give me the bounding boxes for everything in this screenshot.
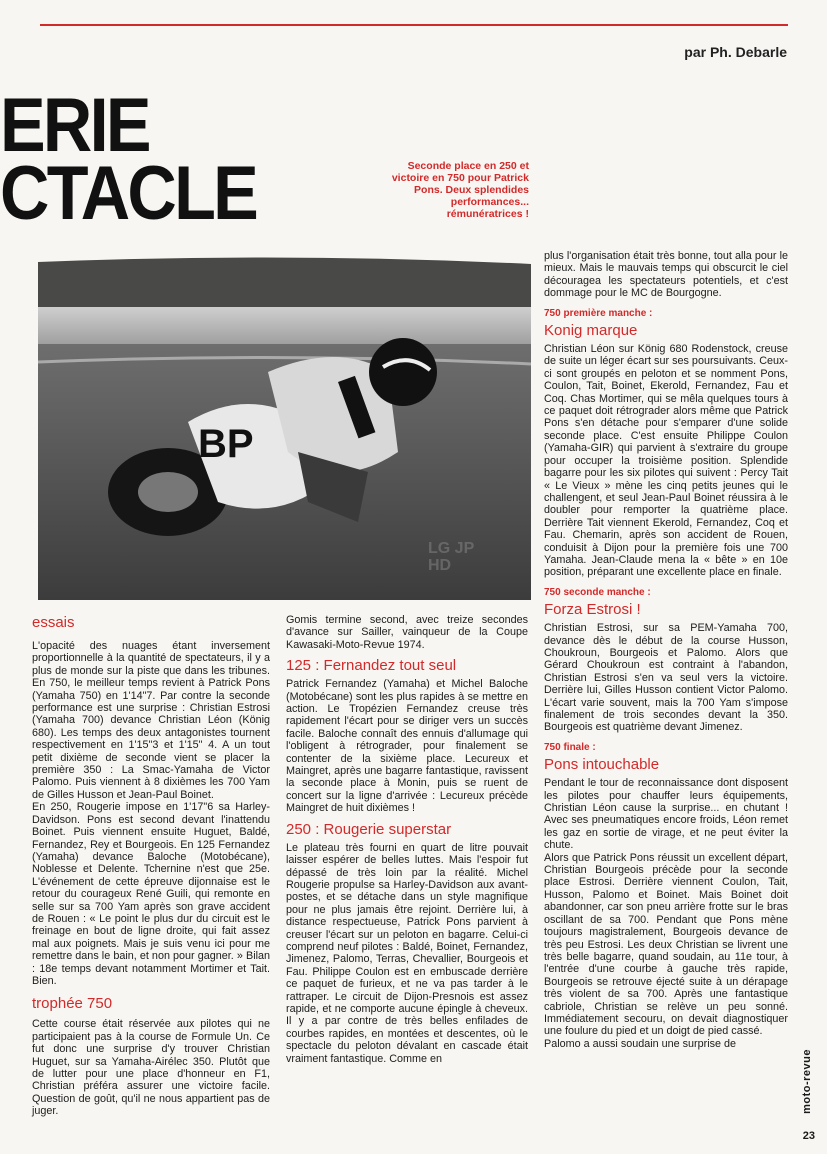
watermark-logo: LG JP HD	[428, 540, 474, 574]
section-heading-pons: Pons intouchable	[544, 756, 660, 774]
svg-text:BP: BP	[198, 422, 254, 466]
page-number: 23	[802, 1130, 815, 1142]
kicker: Seconde place en 250 et victoire en 750 pour Patrick Pons. Deux splendides performances... rémunératrices !	[391, 160, 529, 220]
headline-line-2: CTACLE	[0, 151, 257, 236]
top-red-rule	[40, 24, 788, 26]
paragraph-125: Patrick Fernandez (Yamaha) et Michel Baloche (Motobécane) sont les plus rapides à se mettre en action. Le Tropézien Fernandez creuse très rapidement l'écart pour se diriger vers un succès facile. Baloche connaît des ennuis d'allumage qui l'obligent à rétrograder, pour finalement se contenter de la sixième place. Lecureux et Maingret, après une bagarre fantastique, ravissent la seconde place à Monin, puis se ruent de concert sur la ligne d'arrivée : Lecureux précède Maingret de huit dixièmes !	[286, 678, 528, 815]
column-1	[32, 614, 270, 1118]
paragraph-gomis: Gomis termine second, avec treize secondes d'avance sur Sailler, vainqueur de la Coupe Kawasaki-Moto-Revue 1974.	[286, 614, 528, 651]
paragraph-250-race: Le plateau très fourni en quart de litre pouvait laisser espérer de belles luttes. Mais l'espoir fut dépassé de très loin par la réalité. Michel Rougerie propulse sa Harley-Davidson aux avant-postes, et se détache dans un style magnifique pour ne plus jamais être rejoint. Derrière lui, à distance respectueuse, Patrick Pons parvient à creuser l'écart sur un peloton en bagarre. Celui-ci comprend neuf pilotes : Baldé, Boinet, Fernandez, Jimenez, Palomo, Terras, Chevallier, Bourgeois et Fau. Philippe Coulon est en embuscade derrière ce paquet de furieux, et ne va pas tarder à le rattraper. Le circuit de Dijon-Presnois est assez rapide, et ne comporte aucune épingle à cheveux. Il y a par contre de très belles enfilades de courbes rapides, en montées et descentes, où le spectacle du peloton dévalant en cascade était vraiment fantastique. Comme en	[286, 841, 528, 1065]
headline-line-1: ERIE	[0, 83, 149, 168]
section-heading-trophee: trophée 750	[32, 995, 113, 1013]
byline: par Ph. Debarle	[684, 44, 787, 60]
section-heading-estrosi: Forza Estrosi !	[544, 601, 641, 619]
paragraph-first-leg: Christian Léon sur König 680 Rodenstock, creuse de suite un léger écart sur ses poursuivants. Ceux-ci sont groupés en peloton et se nomment Pons, Coulon, Tait, Boinet, Ekerold, Fernandez, Fau et Coq. Chas Mortimer, qui se mêla quelques tours à ce paquet doit rétrograder alors même que Patrick Pons s'en détache pour s'emparer d'une solide seconde place. C'est ensuite Philippe Coulon (Yamaha-GIR) qui parvient à s'extraire du groupe pour occuper la troisième position. Splendide bagarre pour les six pilotes qui suivent : Percy Tait « Le Vieux » mène les cinq petits jeunes qui le challengent, et seul Jean-Paul Boinet réussira à le doubler pour remporter la quatrième place. Derrière Tait viennent Ekerold, Fernandez, Coq et Fau. Chemarin, après son accident de Rouen, conduisit à Dijon pour la première fois une 700 Yamaha. Jean-Claude mena la « bête » en 10e position, préparant une excellente place en finale.	[544, 343, 788, 579]
subheading-final: 750 finale :	[544, 741, 596, 753]
subheading-first-leg: 750 première manche :	[544, 307, 653, 319]
paragraph-final-3: Palomo a aussi soudain une surprise de	[544, 1037, 737, 1050]
paragraph-intro: plus l'organisation était très bonne, tout alla pour le mieux. Mais le mauvais temps qui obscurcit le ciel découragea les spectateurs potentiels, et c'est dommage pour le MC de Bourgogne.	[544, 250, 788, 300]
paragraph-second-leg: Christian Estrosi, sur sa PEM-Yamaha 700, devance dès le début de la course Husson, Choukroun, Bourgeois et Palomo. Alors que Gérard Choukroun est contraint à l'abandon, Christian Estrosi s'en va seul vers la victoire. Derrière lui, Gilles Husson contient Victor Palomo. L'écart varie souvent, mais la 700 Yam s'impose finalement de trois secondes devant la 350. Bourgeois est quatrième devant Jimenez.	[544, 622, 788, 734]
section-heading-konig: Konig marque	[544, 322, 638, 340]
paragraph-final-2: Alors que Patrick Pons réussit un excellent départ, Christian Bourgeois précède pour la seconde place Estrosi. Derrière viennent Coulon, Tait, Husson, Palomo et Boinet. Mais Boinet doit abandonner, car son pneu arrière frotte sur le bras oscillant de sa 700. Pendant que Pons mène toujours magistralement, Bourgeois devance de très peu Estrosi. Les deux Christian se livrent une très belle bagarre, quand soudain, au 11e tour, à l'entrée d'une courbe à gauche très rapide, Bourgeois se retrouve éjecté suite à un dérapage très violent de sa 700. Après une fantastique cabriole, Christian se relève un peu sonné. Immédiatement secouru, on devait diagnostiquer une foulure du pied et un doigt de pied cassé.	[544, 851, 788, 1038]
magazine-name: moto-revue	[801, 1049, 813, 1114]
paragraph-final-1: Pendant le tour de reconnaissance dont disposent les pilotes pour chauffer leurs équipements, Christian Léon cause la surprise... en chutant ! Avec ses pneumatiques encore froids, Léon remet les gaz en sortie de virage, et ne peut éviter la chute.	[544, 777, 788, 852]
column-2	[286, 614, 528, 1065]
paragraph-trophee: Cette course était réservée aux pilotes qui ne participaient pas à la course de Formule Un. Ce fut donc une surprise d'y trouver Christian Huguet, sur sa Yamaha-Airélec 350. Plutôt que de lutter pour une place d'honneur en F1, Christian préféra assurer une victoire facile. Question de goût, qu'il ne nous appartient pas de juger.	[32, 1018, 270, 1118]
subheading-second-leg: 750 seconde manche :	[544, 586, 651, 598]
section-heading-125: 125 : Fernandez tout seul	[286, 657, 457, 675]
column-3	[544, 250, 788, 1050]
paragraph-essais: L'opacité des nuages étant inversement proportionnelle à la quantité de spectateurs, il y a plus de monde sur la piste que dans les tribunes. En 750, le meilleur temps revient à Patrick Pons (Yamaha 750) en 1'14"7. Par contre la seconde performance est une surprise : Christian Estrosi (Yamaha 700) devance Christian Léon (König 680). Les temps des deux antagonistes tournent respectivement en 1'15"3 et 1'15" 4. A un tout petit dixième de seconde vient se placer la première 350 : La Smac-Yamaha de Victor Palomo. Puis viennent à 8 dixièmes les 700 Yam de Gilles Husson et Jean-Paul Boinet.	[32, 640, 270, 801]
paragraph-250: En 250, Rougerie impose en 1'17"6 sa Harley-Davidson. Pons est second devant l'inattendu Boinet. Puis viennent ensuite Huguet, Baldé, Fernandez, Rey et Bourgeois. En 125 Fernandez (Yamaha) devance Baloche (Motobécane), Noblesse et Delente. Tchernine n'est que 25e. L'événement de cette épreuve dijonnaise est le retour du courageux René Guili, qui remonte en selle sur sa 700 Yam après son grave accident de Rouen : « Le point le plus dur du circuit est le freinage en bout de ligne droite, qui fait assez mal aux poignets. Mais je suis venu ici pour me remettre dans le bain, et non pour gagner. » Bilan : 18e temps devant notamment Mortimer et Tait. Bien.	[32, 801, 270, 987]
section-heading-250: 250 : Rougerie superstar	[286, 820, 452, 838]
section-heading-essais: essais	[32, 614, 75, 631]
